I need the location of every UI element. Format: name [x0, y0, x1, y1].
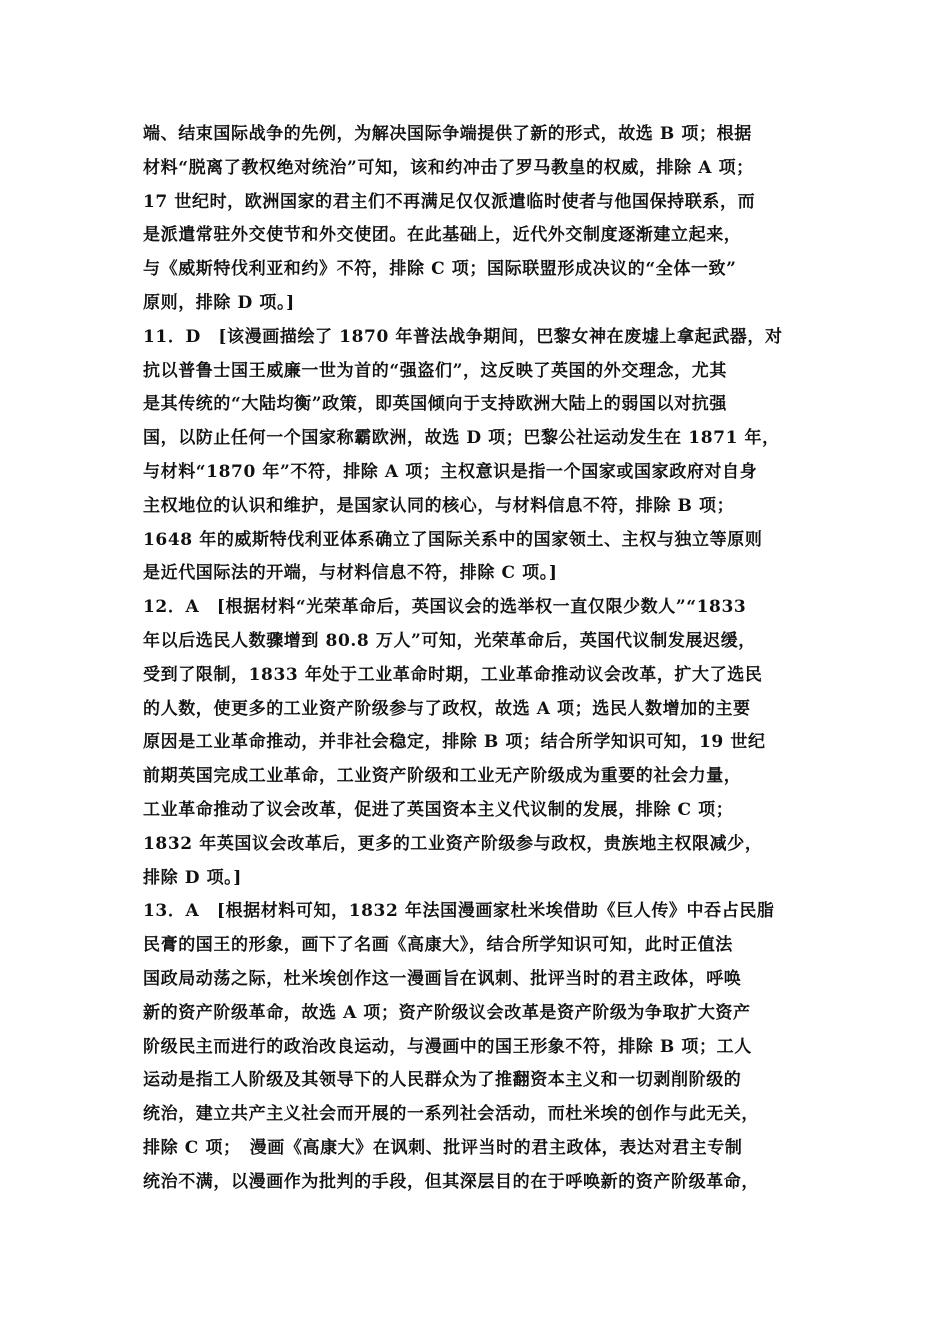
text-line: 统治，建立共产主义社会而开展的一系列社会活动，而杜米埃的创作与此无关， — [143, 1104, 759, 1125]
text-line: 国政局动荡之际，杜米埃创作这一漫画旨在讽刺、批评当时的君主政体，呼唤 — [143, 968, 742, 989]
text-line: 年以后选民人数骤增到 80.8 万人”可知，光荣革命后，英国代议制发展迟缓， — [143, 630, 756, 651]
text-line: 端、结束国际战争的先例，为解决国际争端提供了新的形式，故选 B 项；根据 — [143, 124, 752, 144]
text-line: 1648 年的威斯特伐利亚体系确立了国际关系中的国家领土、主权与独立等原则 — [143, 529, 763, 550]
text-line: 17 世纪时，欧洲国家的君主们不再满足仅仅派遣临时使者与他国保持联系，而 — [143, 191, 756, 212]
text-line: 12．A [根据材料“光荣革命后，英国议会的选举权一直仅限少数人”“1833 — [143, 597, 747, 618]
text-line: 与材料“1870 年”不符，排除 A 项；主权意识是指一个国家或国家政府对自身 — [143, 461, 758, 482]
text-line: 新的资产阶级革命，故选 A 项；资产阶级议会改革是资产阶级为争取扩大资产 — [143, 1002, 751, 1023]
text-line: 民膏的国王的形象，画下了名画《高康大》，结合所学知识可知，此时正值法 — [143, 935, 733, 956]
text-line: 材料“脱离了教权绝对统治”可知，该和约冲击了罗马教皇的权威，排除 A 项； — [143, 157, 754, 178]
text-line: 是近代国际法的开端，与材料信息不符，排除 C 项。] — [143, 563, 558, 584]
text-line: 抗以普鲁士国王威廉一世为首的“强盗们”，这反映了英国的外交理念，尤其 — [143, 360, 727, 381]
text-line: 国，以防止任何一个国家称霸欧洲，故选 D 项；巴黎公社运动发生在 1871 年， — [143, 428, 780, 449]
text-line: 排除 D 项。] — [143, 867, 242, 888]
text-line: 是其传统的“大陆均衡”政策，即英国倾向于支持欧洲大陆上的弱国以对抗强 — [143, 394, 727, 415]
text-line: 原则，排除 D 项。] — [143, 292, 295, 313]
text-line: 阶级民主而进行的政治改良运动，与漫画中的国王形象不符，排除 B 项；工人 — [143, 1036, 752, 1057]
text-line: 前期英国完成工业革命，工业资产阶级和工业无产阶级成为重要的社会力量， — [143, 766, 742, 787]
text-line: 13．A [根据材料可知，1832 年法国漫画家杜米埃借助《巨人传》中吞占民脂 — [143, 901, 775, 922]
text-line: 排除 C 项； 漫画《高康大》在讽刺、批评当时的君主政体，表达对君主专制 — [143, 1137, 743, 1158]
text-line: 受到了限制，1833 年处于工业革命时期，工业革命推动议会改革，扩大了选民 — [143, 664, 763, 685]
text-line: 工业革命推动了议会改革，促进了英国资本主义代议制的发展，排除 C 项； — [143, 799, 734, 820]
text-line: 的人数，使更多的工业资产阶级参与了政权，故选 A 项；选民人数增加的主要 — [143, 698, 751, 719]
document-body — [143, 118, 815, 1200]
text-line: 与《威斯特伐利亚和约》不符，排除 C 项；国际联盟形成决议的“全体一致” — [143, 259, 737, 280]
text-line: 是派遣常驻外交使节和外交使团。在此基础上，近代外交制度逐渐建立起来， — [143, 225, 742, 246]
text-line: 1832 年英国议会改革后，更多的工业资产阶级参与政权，贵族地主权限减少， — [143, 833, 763, 854]
text-line: 统治不满，以漫画作为批判的手段，但其深层目的在于呼唤新的资产阶级革命， — [143, 1171, 759, 1192]
text-line: 11．D [该漫画描绘了 1870 年普法战争期间，巴黎女神在废墟上拿起武器，对 — [143, 326, 783, 347]
text-line: 原因是工业革命推动，并非社会稳定，排除 B 项；结合所学知识可知，19 世纪 — [143, 732, 766, 753]
text-line: 运动是指工人阶级及其领导下的人民群众为了推翻资本主义和一切剥削阶级的 — [143, 1070, 742, 1091]
text-line: 主权地位的认识和维护，是国家认同的核心，与材料信息不符，排除 B 项； — [143, 495, 735, 516]
